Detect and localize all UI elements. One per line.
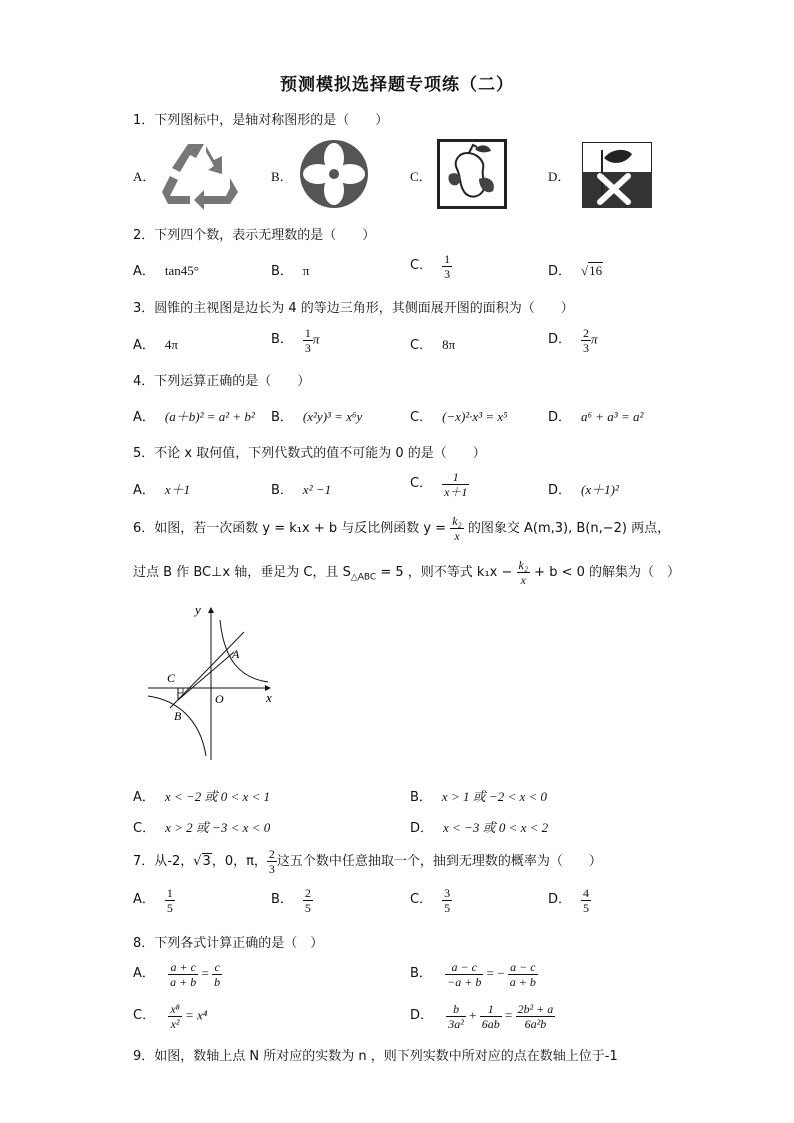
q7-sqrt3: 3 (202, 854, 211, 869)
q3-b-fraction (303, 326, 313, 355)
q2-label-d: D． (548, 264, 572, 279)
q6-option-b (410, 786, 547, 805)
q5-c-fraction (442, 470, 469, 499)
question-4-text: 4．下列运算正确的是（ ） (133, 374, 311, 389)
q8-b-left (445, 960, 483, 989)
label-B: B (174, 709, 182, 723)
q8-d-d2: 6ab (481, 1017, 500, 1031)
q7-a-fraction (165, 886, 175, 915)
q5-d-value: (x＋1)² (581, 482, 619, 497)
q6-a-value: x < −2 或 0 < x < 1 (164, 789, 271, 804)
q6-label-b: B． (410, 790, 432, 805)
q6-k2-fraction-2 (517, 558, 531, 587)
label-O: O (215, 692, 224, 706)
q4-a-value: (a＋b)² = a² + b² (164, 409, 255, 424)
q3-b-numerator: 1 (304, 326, 311, 340)
q6-graph (140, 600, 290, 774)
q8-option-b (410, 960, 538, 989)
q8-b-n1: a − c (445, 960, 483, 975)
q7-fraction (267, 847, 277, 876)
q8-d-n1: b (446, 1002, 466, 1017)
q6-label-c: C． (133, 821, 156, 836)
q3-option-b (271, 326, 319, 355)
q2-d-radicand: 16 (589, 263, 603, 278)
q8-a-eq: = (201, 965, 209, 981)
q7-b-numerator: 2 (304, 886, 311, 900)
q7-f-numerator: 2 (268, 847, 275, 861)
q8-a-d2: b (214, 975, 221, 989)
q4-b-value: (x²y)³ = x⁶y (302, 409, 363, 424)
q7-text-end: 这五个数中任意抽取一个，抽到无理数的概率为（ ） (276, 854, 602, 869)
q8-d-f1 (446, 1002, 466, 1031)
q3-label-d: D． (548, 332, 572, 348)
q4-label-a: A． (133, 410, 155, 425)
q5-option-b (271, 479, 331, 498)
q8-d-d1: 3a² (448, 1017, 464, 1031)
q6-label-a: A． (133, 790, 155, 805)
apple-core-icon (437, 139, 507, 213)
q5-c-numerator: 1 (442, 470, 469, 485)
q3-a-value: 4π (164, 337, 178, 352)
q3-b-denominator: 3 (304, 341, 311, 355)
question-8-text: 8．下列各式计算正确的是（ ） (133, 936, 324, 951)
q8-c-d1: x² (170, 1017, 180, 1031)
q1-label-c: C． (410, 169, 432, 184)
q8-c-n1: x⁸ (170, 1002, 180, 1016)
q3-option-d (548, 326, 598, 355)
q7-label-b: B． (271, 892, 293, 908)
q5-option-a (133, 479, 190, 498)
q3-d-numerator: 2 (583, 326, 590, 340)
q6-k2-numerator: k₂ (452, 514, 462, 528)
q5-label-b: B． (271, 483, 293, 498)
q6-d-value: x < −3 或 0 < x < 2 (443, 820, 549, 835)
q7-label-c: C． (410, 892, 433, 908)
q7-c-denominator: 5 (444, 901, 451, 915)
right-angle-mark (178, 688, 183, 693)
q5-label-d: D． (548, 483, 572, 498)
q5-b-value: x² −1 (302, 482, 332, 497)
q3-d-pi: π (591, 331, 598, 347)
q3-label-a: A． (133, 338, 155, 353)
q5-label-a: A． (133, 483, 155, 498)
q1-label-d: D． (548, 169, 571, 184)
line-y-k1x-b (170, 632, 244, 708)
question-7-text: 7．从-2，√3，0，π， $\frac{2}{3}$ 这五个数中任意抽取一个，抽到无理数的概率为（ ） (133, 847, 602, 876)
q7-label-a: A． (133, 892, 155, 908)
q4-label-b: B． (271, 410, 293, 425)
q8-label-c: C． (133, 1008, 156, 1024)
recycle-icon (160, 140, 242, 214)
q7-d-numerator: 4 (583, 886, 590, 900)
q8-label-b: B． (410, 966, 432, 982)
label-y: y (195, 602, 201, 617)
q8-b-d1: −a + b (447, 975, 482, 989)
q3-c-value: 8π (442, 337, 456, 352)
q3-b-pi: π (312, 331, 320, 347)
q6-line2-end: + b < 0 的解集为（ ） (534, 565, 681, 580)
q2-c-numerator: 1 (444, 252, 451, 266)
flower-circle-icon (298, 138, 370, 214)
hyperbola-q3 (148, 696, 206, 756)
q8-d-eq: = (504, 1007, 513, 1023)
q6-label-d: D． (410, 821, 434, 836)
q7-b-fraction (303, 886, 313, 915)
q8-d-plus: + (469, 1007, 477, 1023)
q3-label-c: C． (410, 338, 433, 353)
q8-d-f2 (480, 1002, 502, 1031)
question-6-line-2 (133, 558, 680, 587)
q6-k2-fraction (450, 514, 464, 543)
q7-option-b (271, 886, 313, 915)
q2-option-b (271, 260, 310, 279)
q6-k2-denominator: x (454, 529, 460, 543)
q7-f-denominator: 3 (268, 862, 275, 876)
q4-option-d (548, 406, 643, 425)
q8-b-d2: a + b (509, 975, 536, 989)
q7-option-c (410, 886, 452, 915)
q6-option-a (133, 786, 270, 805)
q8-c-left (168, 1002, 182, 1031)
q6-option-c (133, 817, 270, 836)
q8-d-d3: 6a²b (524, 1017, 547, 1031)
question-9-text: 9．如图，数轴上点 N 所对应的实数为 n ，则下列实数中所对应的点在数轴上位于-1 (133, 1049, 618, 1064)
q6-k2-denominator-2: x (520, 573, 526, 587)
q2-label-a: A． (133, 264, 155, 279)
q3-d-denominator: 3 (583, 341, 590, 355)
segment-ob-oa (178, 652, 234, 700)
q5-option-d (548, 479, 619, 498)
q2-a-value: tan45° (164, 263, 199, 278)
q4-d-value: a⁶ + a³ = a² (581, 409, 644, 424)
q1-label-b: B． (271, 169, 293, 184)
question-2-text: 2．下列四个数，表示无理数的是（ ） (133, 228, 376, 243)
q7-option-d (548, 886, 591, 915)
q7-text-mid: ，0，π， (211, 854, 267, 869)
q3-label-b: B． (271, 332, 293, 348)
q7-d-fraction (581, 886, 591, 915)
q2-b-value: π (302, 263, 310, 278)
q6-line2-start: 过点 B 作 BC⊥x 轴，垂足为 C，且 S (133, 565, 351, 580)
page-title: 预测模拟选择题专项练（二） (280, 75, 514, 95)
q7-d-denominator: 5 (583, 901, 590, 915)
q5-option-c (410, 470, 469, 499)
label-x: x (266, 690, 272, 705)
q6-line1-end: 的图象交 A(m,3), B(n,−2) 两点， (467, 521, 671, 536)
q6-k2-numerator-2: k₂ (518, 558, 529, 572)
no-leaf-icon (582, 142, 652, 212)
q6-line2-mid: = 5 ，则不等式 k₁x − (380, 565, 513, 580)
q4-label-c: C． (410, 410, 433, 425)
q8-label-d: D． (410, 1008, 434, 1024)
q3-option-c (410, 334, 455, 353)
q8-b-n2: a − c (508, 960, 538, 975)
q5-c-denominator: x＋1 (444, 485, 468, 499)
q2-option-a (133, 260, 199, 279)
label-A: A (232, 647, 240, 661)
q2-option-d: D． √16 (548, 263, 603, 279)
q2-option-c (410, 252, 452, 281)
q8-a-d1: a + b (170, 975, 197, 989)
q6-area-subscript: △ABC (350, 572, 377, 583)
q8-b-right (508, 960, 538, 989)
q8-a-right (212, 960, 222, 989)
q5-label-c: C． (410, 476, 433, 492)
q3-option-a (133, 334, 178, 353)
q6-b-value: x > 1 或 −2 < x < 0 (441, 789, 548, 804)
q8-d-n3: 2b² + a (517, 1002, 554, 1016)
q8-b-eq: = − (486, 965, 505, 981)
q4-c-value: (−x)²·x³ = x⁵ (442, 409, 508, 424)
q7-option-a (133, 886, 175, 915)
question-3-text: 3．圆锥的主视图是边长为 4 的等边三角形，其侧面展开图的面积为（ ） (133, 301, 574, 316)
q7-label-d: D． (548, 892, 572, 908)
q3-d-fraction (581, 326, 591, 355)
q4-option-b (271, 406, 362, 425)
q2-label-c: C． (410, 258, 433, 274)
q6-line1-start: 6．如图，若一次函数 y = k₁x + b 与反比例函数 y = (133, 521, 447, 536)
q2-c-fraction (442, 252, 452, 281)
q1-label-a: A． (133, 169, 156, 184)
q2-label-b: B． (271, 264, 293, 279)
q8-a-n2: c (212, 960, 222, 975)
q8-d-n2: 1 (480, 1002, 502, 1017)
q8-option-c (133, 1002, 207, 1031)
hyperbola-q1 (220, 620, 268, 682)
label-C: C (167, 671, 176, 685)
question-1-text: 1．下列图标中，是轴对称图形的是（ ） (133, 113, 389, 128)
q4-option-c (410, 406, 508, 425)
q8-option-a (133, 960, 222, 989)
q2-c-denominator: 3 (444, 267, 451, 281)
q8-c-eq: = x⁴ (185, 1007, 208, 1023)
q7-c-fraction (442, 886, 452, 915)
q4-label-d: D． (548, 410, 572, 425)
q6-option-d (410, 817, 548, 836)
q7-a-numerator: 1 (166, 886, 173, 900)
q6-c-value: x > 2 或 −3 < x < 0 (165, 820, 271, 835)
q8-label-a: A． (133, 966, 155, 982)
q8-a-n1: a + c (168, 960, 198, 975)
q8-a-left (168, 960, 198, 989)
q7-text-start: 7．从-2， (133, 854, 194, 869)
q5-a-value: x＋1 (164, 482, 191, 497)
q8-option-d (410, 1002, 555, 1031)
q7-b-denominator: 5 (304, 901, 311, 915)
q7-a-denominator: 5 (166, 901, 173, 915)
question-6-line-1 (133, 514, 670, 543)
q7-c-numerator: 3 (444, 886, 451, 900)
question-5-text: 5．不论 x 取何值，下列代数式的值不可能为 0 的是（ ） (133, 446, 486, 461)
q8-d-f3 (516, 1002, 556, 1031)
q4-option-a (133, 406, 255, 425)
